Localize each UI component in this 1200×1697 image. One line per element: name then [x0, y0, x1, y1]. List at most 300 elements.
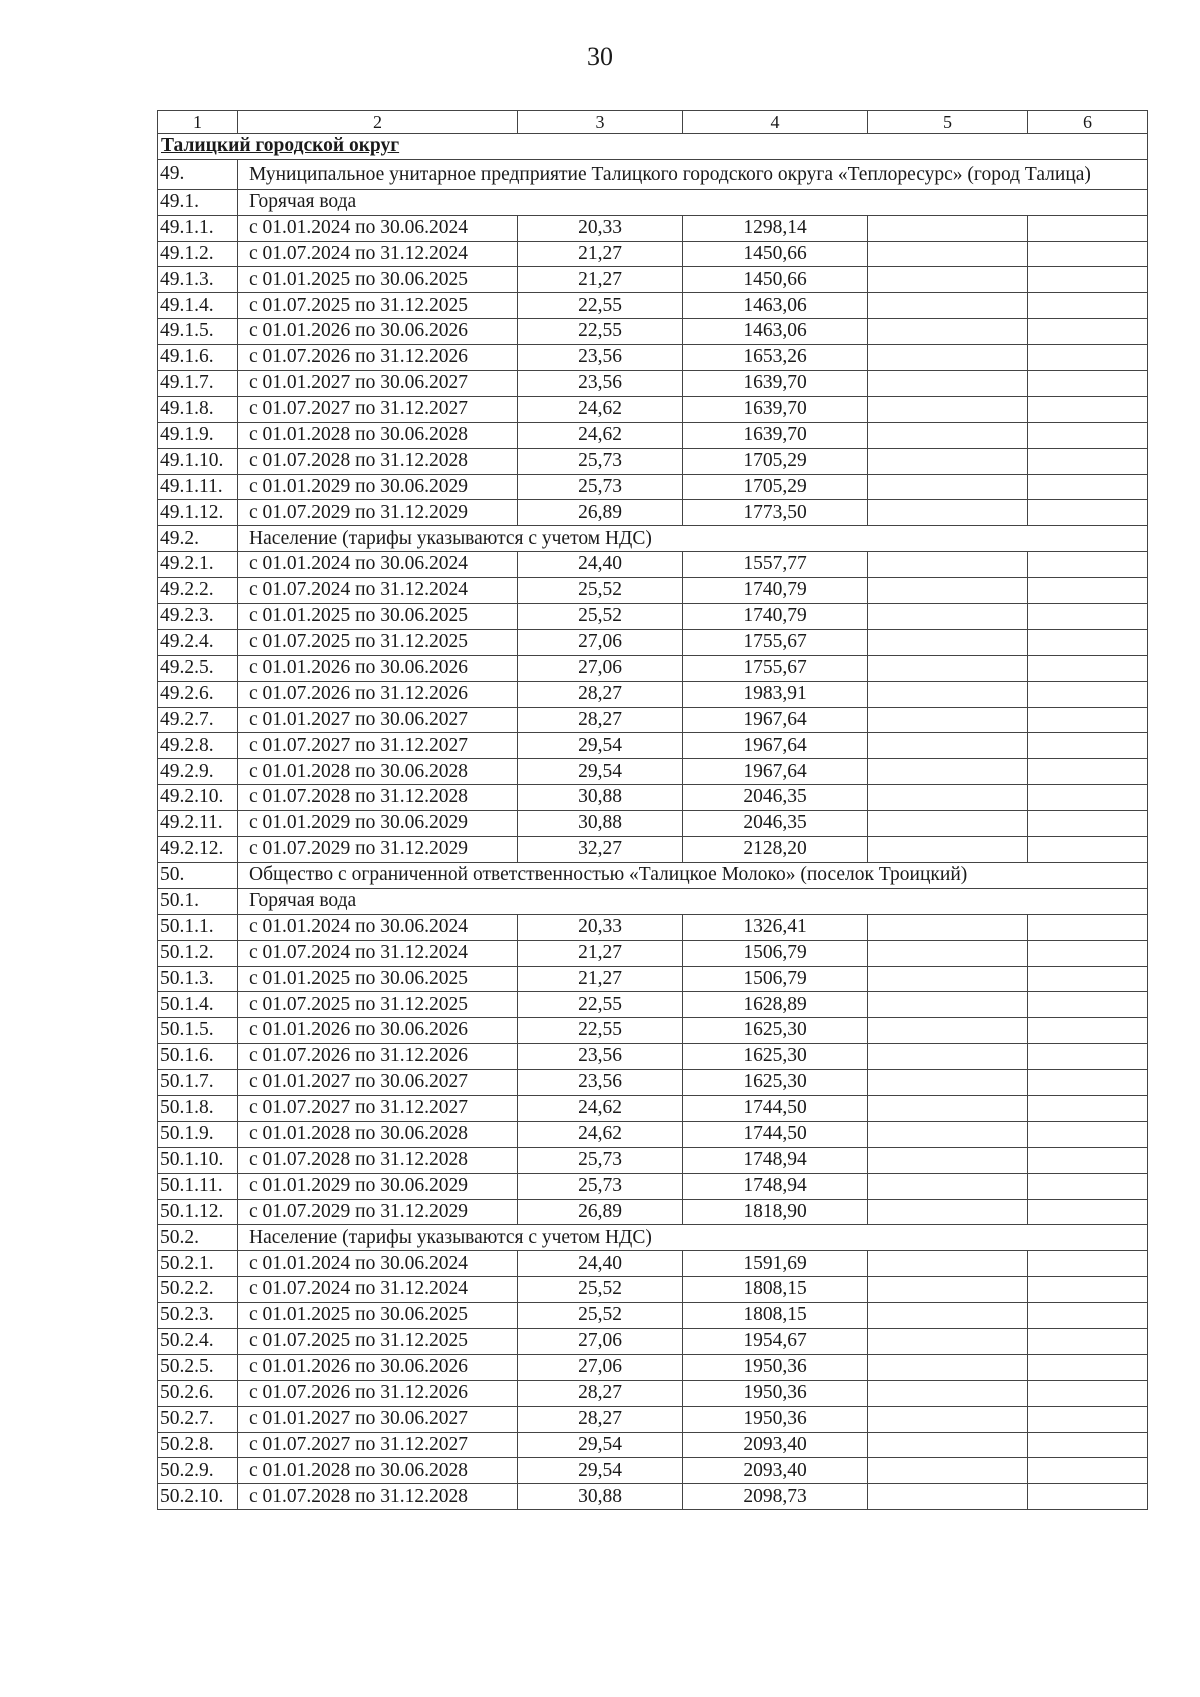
empty-cell-5 [868, 422, 1028, 448]
empty-cell-6 [1028, 1380, 1148, 1406]
value-cell-3: 27,06 [518, 655, 683, 681]
period-cell: с 01.01.2024 по 30.06.2024 [238, 1251, 518, 1277]
row-number: 50.1.6. [158, 1044, 238, 1070]
table-row [158, 1406, 1148, 1432]
table-row [158, 1095, 1148, 1121]
period-cell: с 01.01.2028 по 30.06.2028 [238, 422, 518, 448]
period-cell: с 01.01.2024 по 30.06.2024 [238, 914, 518, 940]
period-cell: с 01.07.2029 по 31.12.2029 [238, 1199, 518, 1225]
value-cell-4: 1450,66 [683, 267, 868, 293]
value-cell-3: 29,54 [518, 733, 683, 759]
row-number: 49.1.6. [158, 345, 238, 371]
table-row [158, 1173, 1148, 1199]
row-number: 50.1.1. [158, 914, 238, 940]
page-number: 30 [587, 42, 613, 71]
row-number: 50.2. [158, 1225, 238, 1251]
table-row [158, 1147, 1148, 1173]
value-cell-4: 1744,50 [683, 1121, 868, 1147]
period-cell: с 01.01.2029 по 30.06.2029 [238, 1173, 518, 1199]
value-cell-3: 30,88 [518, 785, 683, 811]
empty-cell-5 [868, 940, 1028, 966]
empty-cell-5 [868, 1173, 1028, 1199]
period-cell: с 01.01.2027 по 30.06.2027 [238, 371, 518, 397]
value-cell-3: 26,89 [518, 1199, 683, 1225]
empty-cell-5 [868, 759, 1028, 785]
row-number: 49.1.5. [158, 319, 238, 345]
empty-cell-5 [868, 992, 1028, 1018]
row-number: 49.1.4. [158, 293, 238, 319]
value-cell-4: 2046,35 [683, 785, 868, 811]
value-cell-3: 28,27 [518, 1406, 683, 1432]
empty-cell-6 [1028, 1303, 1148, 1329]
empty-cell-5 [868, 1121, 1028, 1147]
row-number: 49.1.1. [158, 215, 238, 241]
value-cell-3: 29,54 [518, 1432, 683, 1458]
empty-cell-6 [1028, 371, 1148, 397]
value-cell-3: 28,27 [518, 681, 683, 707]
empty-cell-5 [868, 785, 1028, 811]
empty-cell-5 [868, 578, 1028, 604]
row-number: 49.1.7. [158, 371, 238, 397]
value-cell-3: 22,55 [518, 319, 683, 345]
table-row [158, 759, 1148, 785]
empty-cell-6 [1028, 578, 1148, 604]
row-number: 49.2.1. [158, 552, 238, 578]
value-cell-3: 20,33 [518, 215, 683, 241]
period-cell: с 01.07.2025 по 31.12.2025 [238, 992, 518, 1018]
period-cell: с 01.07.2024 по 31.12.2024 [238, 940, 518, 966]
section-title: Муниципальное унитарное предприятие Талицкого городского округа «Теплоресурс» (город Талица) [238, 159, 1148, 189]
empty-cell-5 [868, 1406, 1028, 1432]
row-number: 50.2.4. [158, 1328, 238, 1354]
period-cell: с 01.07.2028 по 31.12.2028 [238, 785, 518, 811]
period-cell: с 01.01.2025 по 30.06.2025 [238, 1303, 518, 1329]
period-cell: с 01.07.2027 по 31.12.2027 [238, 1432, 518, 1458]
table-row [158, 785, 1148, 811]
empty-cell-5 [868, 681, 1028, 707]
value-cell-3: 24,62 [518, 422, 683, 448]
value-cell-4: 1808,15 [683, 1303, 868, 1329]
period-cell: с 01.01.2029 по 30.06.2029 [238, 811, 518, 837]
period-cell: с 01.01.2029 по 30.06.2029 [238, 474, 518, 500]
table-row [158, 1070, 1148, 1096]
period-cell: с 01.01.2028 по 30.06.2028 [238, 759, 518, 785]
empty-cell-5 [868, 811, 1028, 837]
empty-cell-5 [868, 1095, 1028, 1121]
table-row [158, 1303, 1148, 1329]
value-cell-4: 1755,67 [683, 655, 868, 681]
row-number: 50.1.9. [158, 1121, 238, 1147]
value-cell-4: 2128,20 [683, 837, 868, 863]
value-cell-3: 21,27 [518, 966, 683, 992]
value-cell-4: 1625,30 [683, 1070, 868, 1096]
empty-cell-5 [868, 1432, 1028, 1458]
section-row [158, 159, 1148, 189]
value-cell-3: 28,27 [518, 1380, 683, 1406]
table-row [158, 655, 1148, 681]
table-row [158, 1251, 1148, 1277]
row-number: 49.2.11. [158, 811, 238, 837]
empty-cell-6 [1028, 293, 1148, 319]
table-row [158, 319, 1148, 345]
period-cell: с 01.07.2027 по 31.12.2027 [238, 1095, 518, 1121]
table-row [158, 1121, 1148, 1147]
period-cell: с 01.01.2028 по 30.06.2028 [238, 1458, 518, 1484]
value-cell-4: 1557,77 [683, 552, 868, 578]
value-cell-3: 21,27 [518, 940, 683, 966]
empty-cell-5 [868, 629, 1028, 655]
empty-cell-6 [1028, 345, 1148, 371]
row-number: 50.1.10. [158, 1147, 238, 1173]
row-number: 49.2.7. [158, 707, 238, 733]
row-number: 50.2.2. [158, 1277, 238, 1303]
empty-cell-6 [1028, 629, 1148, 655]
value-cell-3: 25,52 [518, 604, 683, 630]
section-row [158, 888, 1148, 914]
row-number: 50.2.1. [158, 1251, 238, 1277]
value-cell-4: 1625,30 [683, 1044, 868, 1070]
empty-cell-6 [1028, 966, 1148, 992]
table-row [158, 1458, 1148, 1484]
value-cell-3: 20,33 [518, 914, 683, 940]
period-cell: с 01.01.2024 по 30.06.2024 [238, 215, 518, 241]
value-cell-3: 28,27 [518, 707, 683, 733]
row-number: 50.1.11. [158, 1173, 238, 1199]
period-cell: с 01.01.2026 по 30.06.2026 [238, 655, 518, 681]
table-row [158, 1199, 1148, 1225]
row-number: 49.2. [158, 526, 238, 552]
period-cell: с 01.01.2025 по 30.06.2025 [238, 604, 518, 630]
period-cell: с 01.01.2027 по 30.06.2027 [238, 707, 518, 733]
value-cell-3: 24,62 [518, 396, 683, 422]
section-title: Общество с ограниченной ответственностью «Талицкое Молоко» (поселок Троицкий) [238, 862, 1148, 888]
value-cell-4: 1639,70 [683, 422, 868, 448]
empty-cell-5 [868, 474, 1028, 500]
row-number: 50.2.3. [158, 1303, 238, 1329]
value-cell-3: 24,40 [518, 552, 683, 578]
value-cell-4: 1773,50 [683, 500, 868, 526]
value-cell-4: 2098,73 [683, 1484, 868, 1510]
empty-cell-5 [868, 733, 1028, 759]
period-cell: с 01.01.2026 по 30.06.2026 [238, 1354, 518, 1380]
value-cell-4: 1967,64 [683, 707, 868, 733]
empty-cell-6 [1028, 1277, 1148, 1303]
value-cell-4: 1950,36 [683, 1354, 868, 1380]
district-row [158, 134, 1148, 160]
empty-cell-5 [868, 345, 1028, 371]
row-number: 49.1.8. [158, 396, 238, 422]
empty-cell-5 [868, 293, 1028, 319]
empty-cell-6 [1028, 655, 1148, 681]
empty-cell-6 [1028, 1406, 1148, 1432]
tariff-table [157, 110, 1148, 1510]
table-row [158, 552, 1148, 578]
table-row [158, 914, 1148, 940]
period-cell: с 01.01.2024 по 30.06.2024 [238, 552, 518, 578]
value-cell-3: 25,52 [518, 578, 683, 604]
table-row [158, 940, 1148, 966]
empty-cell-6 [1028, 785, 1148, 811]
table-row [158, 1354, 1148, 1380]
value-cell-4: 1326,41 [683, 914, 868, 940]
row-number: 49.1.10. [158, 448, 238, 474]
value-cell-4: 1808,15 [683, 1277, 868, 1303]
table-row [158, 345, 1148, 371]
row-number: 49.1.9. [158, 422, 238, 448]
value-cell-3: 26,89 [518, 500, 683, 526]
empty-cell-6 [1028, 1354, 1148, 1380]
value-cell-3: 29,54 [518, 1458, 683, 1484]
empty-cell-5 [868, 1277, 1028, 1303]
row-number: 50. [158, 862, 238, 888]
empty-cell-5 [868, 1147, 1028, 1173]
value-cell-4: 2093,40 [683, 1432, 868, 1458]
empty-cell-6 [1028, 733, 1148, 759]
district-title: Талицкий городской округ [158, 134, 1148, 160]
empty-cell-6 [1028, 396, 1148, 422]
table-row [158, 1018, 1148, 1044]
value-cell-3: 25,52 [518, 1277, 683, 1303]
value-cell-3: 25,73 [518, 448, 683, 474]
period-cell: с 01.07.2025 по 31.12.2025 [238, 629, 518, 655]
empty-cell-5 [868, 448, 1028, 474]
empty-cell-6 [1028, 267, 1148, 293]
table-row [158, 1044, 1148, 1070]
empty-cell-5 [868, 604, 1028, 630]
period-cell: с 01.01.2027 по 30.06.2027 [238, 1406, 518, 1432]
table-row [158, 396, 1148, 422]
table-row [158, 811, 1148, 837]
value-cell-3: 27,06 [518, 629, 683, 655]
empty-cell-5 [868, 914, 1028, 940]
value-cell-3: 24,40 [518, 1251, 683, 1277]
empty-cell-6 [1028, 940, 1148, 966]
row-number: 49.1. [158, 189, 238, 215]
section-title: Население (тарифы указываются с учетом НДС) [238, 526, 1148, 552]
value-cell-4: 1506,79 [683, 940, 868, 966]
table-row [158, 371, 1148, 397]
value-cell-4: 1625,30 [683, 1018, 868, 1044]
empty-cell-6 [1028, 1095, 1148, 1121]
empty-cell-5 [868, 319, 1028, 345]
section-row [158, 189, 1148, 215]
period-cell: с 01.07.2027 по 31.12.2027 [238, 733, 518, 759]
empty-cell-5 [868, 267, 1028, 293]
empty-cell-6 [1028, 681, 1148, 707]
value-cell-3: 30,88 [518, 811, 683, 837]
row-number: 49.2.10. [158, 785, 238, 811]
empty-cell-5 [868, 1354, 1028, 1380]
period-cell: с 01.07.2026 по 31.12.2026 [238, 1044, 518, 1070]
empty-cell-6 [1028, 914, 1148, 940]
row-number: 50.2.8. [158, 1432, 238, 1458]
column-header: 6 [1028, 111, 1148, 134]
row-number: 50.1.3. [158, 966, 238, 992]
period-cell: с 01.07.2028 по 31.12.2028 [238, 1484, 518, 1510]
table-row [158, 1277, 1148, 1303]
column-header: 1 [158, 111, 238, 134]
empty-cell-5 [868, 1251, 1028, 1277]
empty-cell-6 [1028, 707, 1148, 733]
value-cell-3: 22,55 [518, 992, 683, 1018]
value-cell-4: 1450,66 [683, 241, 868, 267]
table-row [158, 992, 1148, 1018]
value-cell-4: 1506,79 [683, 966, 868, 992]
table-row [158, 966, 1148, 992]
empty-cell-5 [868, 1070, 1028, 1096]
period-cell: с 01.07.2024 по 31.12.2024 [238, 578, 518, 604]
table-row [158, 215, 1148, 241]
empty-cell-6 [1028, 448, 1148, 474]
empty-cell-5 [868, 837, 1028, 863]
value-cell-3: 27,06 [518, 1328, 683, 1354]
period-cell: с 01.07.2028 по 31.12.2028 [238, 448, 518, 474]
empty-cell-6 [1028, 1251, 1148, 1277]
row-number: 50.1.8. [158, 1095, 238, 1121]
empty-cell-6 [1028, 837, 1148, 863]
period-cell: с 01.07.2024 по 31.12.2024 [238, 241, 518, 267]
row-number: 49.1.12. [158, 500, 238, 526]
value-cell-3: 32,27 [518, 837, 683, 863]
empty-cell-6 [1028, 1044, 1148, 1070]
value-cell-3: 25,52 [518, 1303, 683, 1329]
empty-cell-5 [868, 552, 1028, 578]
empty-cell-6 [1028, 422, 1148, 448]
empty-cell-6 [1028, 319, 1148, 345]
row-number: 50.2.5. [158, 1354, 238, 1380]
value-cell-4: 1639,70 [683, 371, 868, 397]
empty-cell-5 [868, 241, 1028, 267]
column-header: 5 [868, 111, 1028, 134]
value-cell-3: 25,73 [518, 474, 683, 500]
empty-cell-6 [1028, 992, 1148, 1018]
empty-cell-6 [1028, 500, 1148, 526]
period-cell: с 01.07.2026 по 31.12.2026 [238, 681, 518, 707]
row-number: 49.2.5. [158, 655, 238, 681]
value-cell-4: 1755,67 [683, 629, 868, 655]
empty-cell-5 [868, 1484, 1028, 1510]
value-cell-4: 1950,36 [683, 1406, 868, 1432]
row-number: 49.2.3. [158, 604, 238, 630]
period-cell: с 01.07.2028 по 31.12.2028 [238, 1147, 518, 1173]
empty-cell-5 [868, 1199, 1028, 1225]
value-cell-4: 2046,35 [683, 811, 868, 837]
table-row [158, 500, 1148, 526]
row-number: 49.1.11. [158, 474, 238, 500]
table-row [158, 267, 1148, 293]
empty-cell-5 [868, 1018, 1028, 1044]
table-row [158, 1380, 1148, 1406]
period-cell: с 01.07.2029 по 31.12.2029 [238, 500, 518, 526]
row-number: 50.1. [158, 888, 238, 914]
empty-cell-6 [1028, 604, 1148, 630]
table-row [158, 578, 1148, 604]
section-title: Горячая вода [238, 888, 1148, 914]
empty-cell-5 [868, 655, 1028, 681]
empty-cell-5 [868, 1458, 1028, 1484]
value-cell-3: 30,88 [518, 1484, 683, 1510]
row-number: 49.1.3. [158, 267, 238, 293]
empty-cell-5 [868, 500, 1028, 526]
value-cell-4: 1463,06 [683, 319, 868, 345]
row-number: 49.2.12. [158, 837, 238, 863]
value-cell-4: 1591,69 [683, 1251, 868, 1277]
section-title: Население (тарифы указываются с учетом НДС) [238, 1225, 1148, 1251]
row-number: 50.1.2. [158, 940, 238, 966]
table-row [158, 681, 1148, 707]
value-cell-4: 1628,89 [683, 992, 868, 1018]
empty-cell-5 [868, 1328, 1028, 1354]
empty-cell-6 [1028, 1121, 1148, 1147]
value-cell-4: 1744,50 [683, 1095, 868, 1121]
row-number: 50.1.5. [158, 1018, 238, 1044]
section-row [158, 862, 1148, 888]
value-cell-4: 1298,14 [683, 215, 868, 241]
empty-cell-5 [868, 1303, 1028, 1329]
row-number: 49.2.9. [158, 759, 238, 785]
value-cell-4: 1954,67 [683, 1328, 868, 1354]
empty-cell-6 [1028, 1458, 1148, 1484]
empty-cell-6 [1028, 1328, 1148, 1354]
table-row [158, 293, 1148, 319]
table-row [158, 422, 1148, 448]
row-number: 50.2.7. [158, 1406, 238, 1432]
row-number: 50.2.10. [158, 1484, 238, 1510]
table-row [158, 604, 1148, 630]
column-header: 2 [238, 111, 518, 134]
empty-cell-6 [1028, 215, 1148, 241]
value-cell-3: 23,56 [518, 371, 683, 397]
value-cell-3: 29,54 [518, 759, 683, 785]
value-cell-4: 1748,94 [683, 1147, 868, 1173]
row-number: 50.2.9. [158, 1458, 238, 1484]
row-number: 50.1.4. [158, 992, 238, 1018]
empty-cell-6 [1028, 1147, 1148, 1173]
period-cell: с 01.07.2029 по 31.12.2029 [238, 837, 518, 863]
row-number: 50.1.7. [158, 1070, 238, 1096]
row-number: 49. [158, 159, 238, 189]
value-cell-4: 1705,29 [683, 448, 868, 474]
empty-cell-5 [868, 371, 1028, 397]
row-number: 50.2.6. [158, 1380, 238, 1406]
row-number: 49.2.6. [158, 681, 238, 707]
empty-cell-5 [868, 1380, 1028, 1406]
period-cell: с 01.07.2026 по 31.12.2026 [238, 1380, 518, 1406]
empty-cell-5 [868, 215, 1028, 241]
section-row [158, 526, 1148, 552]
value-cell-3: 25,73 [518, 1147, 683, 1173]
value-cell-3: 23,56 [518, 1044, 683, 1070]
value-cell-4: 1818,90 [683, 1199, 868, 1225]
table-row [158, 733, 1148, 759]
period-cell: с 01.01.2025 по 30.06.2025 [238, 966, 518, 992]
column-number-row [158, 111, 1148, 134]
empty-cell-5 [868, 966, 1028, 992]
table-row [158, 1328, 1148, 1354]
empty-cell-6 [1028, 552, 1148, 578]
tariff-table-body [158, 111, 1148, 1510]
column-header: 3 [518, 111, 683, 134]
value-cell-4: 1639,70 [683, 396, 868, 422]
period-cell: с 01.01.2026 по 30.06.2026 [238, 1018, 518, 1044]
period-cell: с 01.01.2028 по 30.06.2028 [238, 1121, 518, 1147]
period-cell: с 01.01.2027 по 30.06.2027 [238, 1070, 518, 1096]
value-cell-3: 21,27 [518, 241, 683, 267]
period-cell: с 01.07.2027 по 31.12.2027 [238, 396, 518, 422]
period-cell: с 01.01.2025 по 30.06.2025 [238, 267, 518, 293]
value-cell-3: 24,62 [518, 1121, 683, 1147]
row-number: 49.2.4. [158, 629, 238, 655]
